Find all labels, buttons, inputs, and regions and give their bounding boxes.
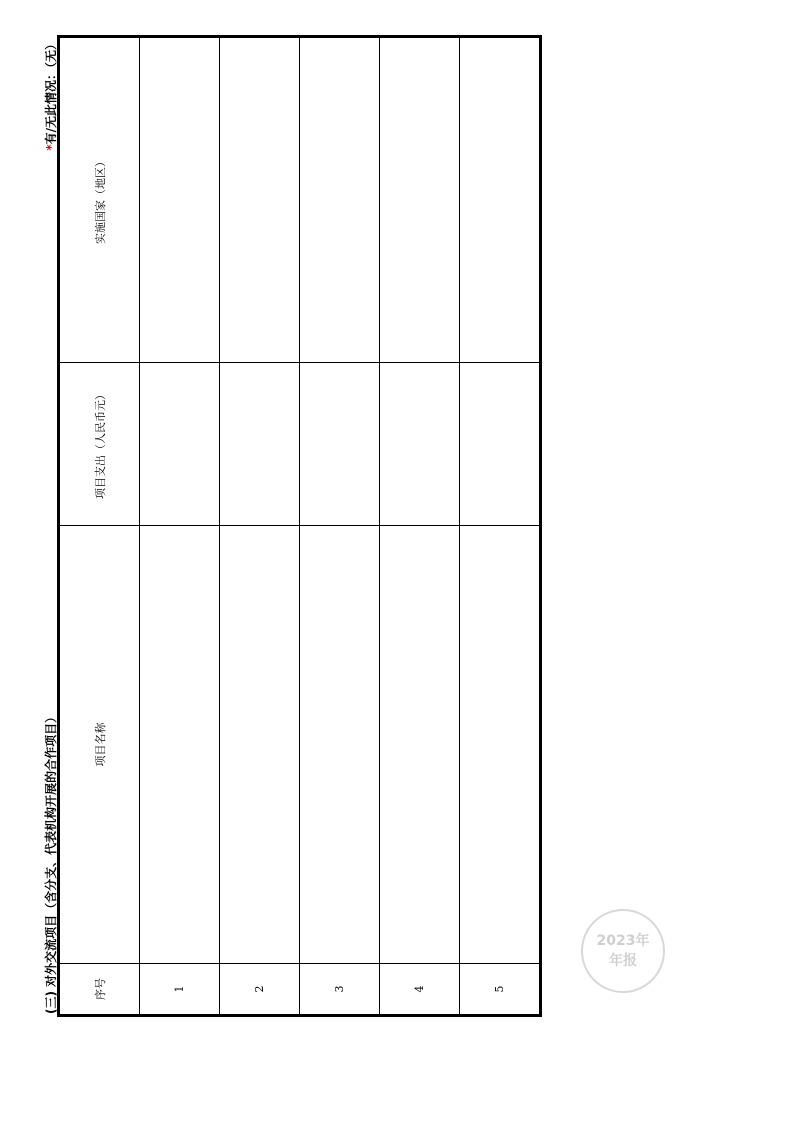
header-project-name: 项目名称 — [60, 526, 140, 964]
row-number: 3 — [300, 964, 380, 1015]
cell-project-expense[interactable] — [460, 363, 540, 526]
section-title: (三) 对外交流项目（含分支、代表机构开展的合作项目） — [44, 710, 58, 1014]
cell-project-expense[interactable] — [140, 363, 220, 526]
cell-country[interactable] — [220, 38, 300, 363]
row-number: 1 — [140, 964, 220, 1015]
cell-project-expense[interactable] — [300, 363, 380, 526]
foreign-exchange-table — [59, 37, 540, 1015]
table-header-row — [60, 38, 140, 1015]
annual-report-stamp — [581, 909, 665, 993]
cell-project-name[interactable] — [140, 526, 220, 964]
cell-country[interactable] — [300, 38, 380, 363]
header-country: 实施国家（地区） — [60, 38, 140, 363]
cell-country[interactable] — [140, 38, 220, 363]
cell-project-name[interactable] — [380, 526, 460, 964]
required-star: * — [44, 144, 58, 151]
cell-country[interactable] — [380, 38, 460, 363]
table-row — [380, 38, 460, 1015]
table-row — [220, 38, 300, 1015]
cell-project-name[interactable] — [460, 526, 540, 964]
stamp-year: 2023年 — [596, 933, 650, 949]
table-row — [300, 38, 380, 1015]
status-indicator — [42, 38, 59, 151]
cell-project-name[interactable] — [220, 526, 300, 964]
stamp-label: 年报 — [609, 953, 637, 969]
header-seq: 序号 — [60, 964, 140, 1015]
table-row — [460, 38, 540, 1015]
cell-country[interactable] — [460, 38, 540, 363]
header-project-expense: 项目支出（人民币元） — [60, 363, 140, 526]
row-number: 4 — [380, 964, 460, 1015]
table-row — [140, 38, 220, 1015]
row-number: 2 — [220, 964, 300, 1015]
status-text: 有/无此情况：（无） — [44, 38, 58, 145]
cell-project-name[interactable] — [300, 526, 380, 964]
cell-project-expense[interactable] — [220, 363, 300, 526]
cell-project-expense[interactable] — [380, 363, 460, 526]
row-number: 5 — [460, 964, 540, 1015]
